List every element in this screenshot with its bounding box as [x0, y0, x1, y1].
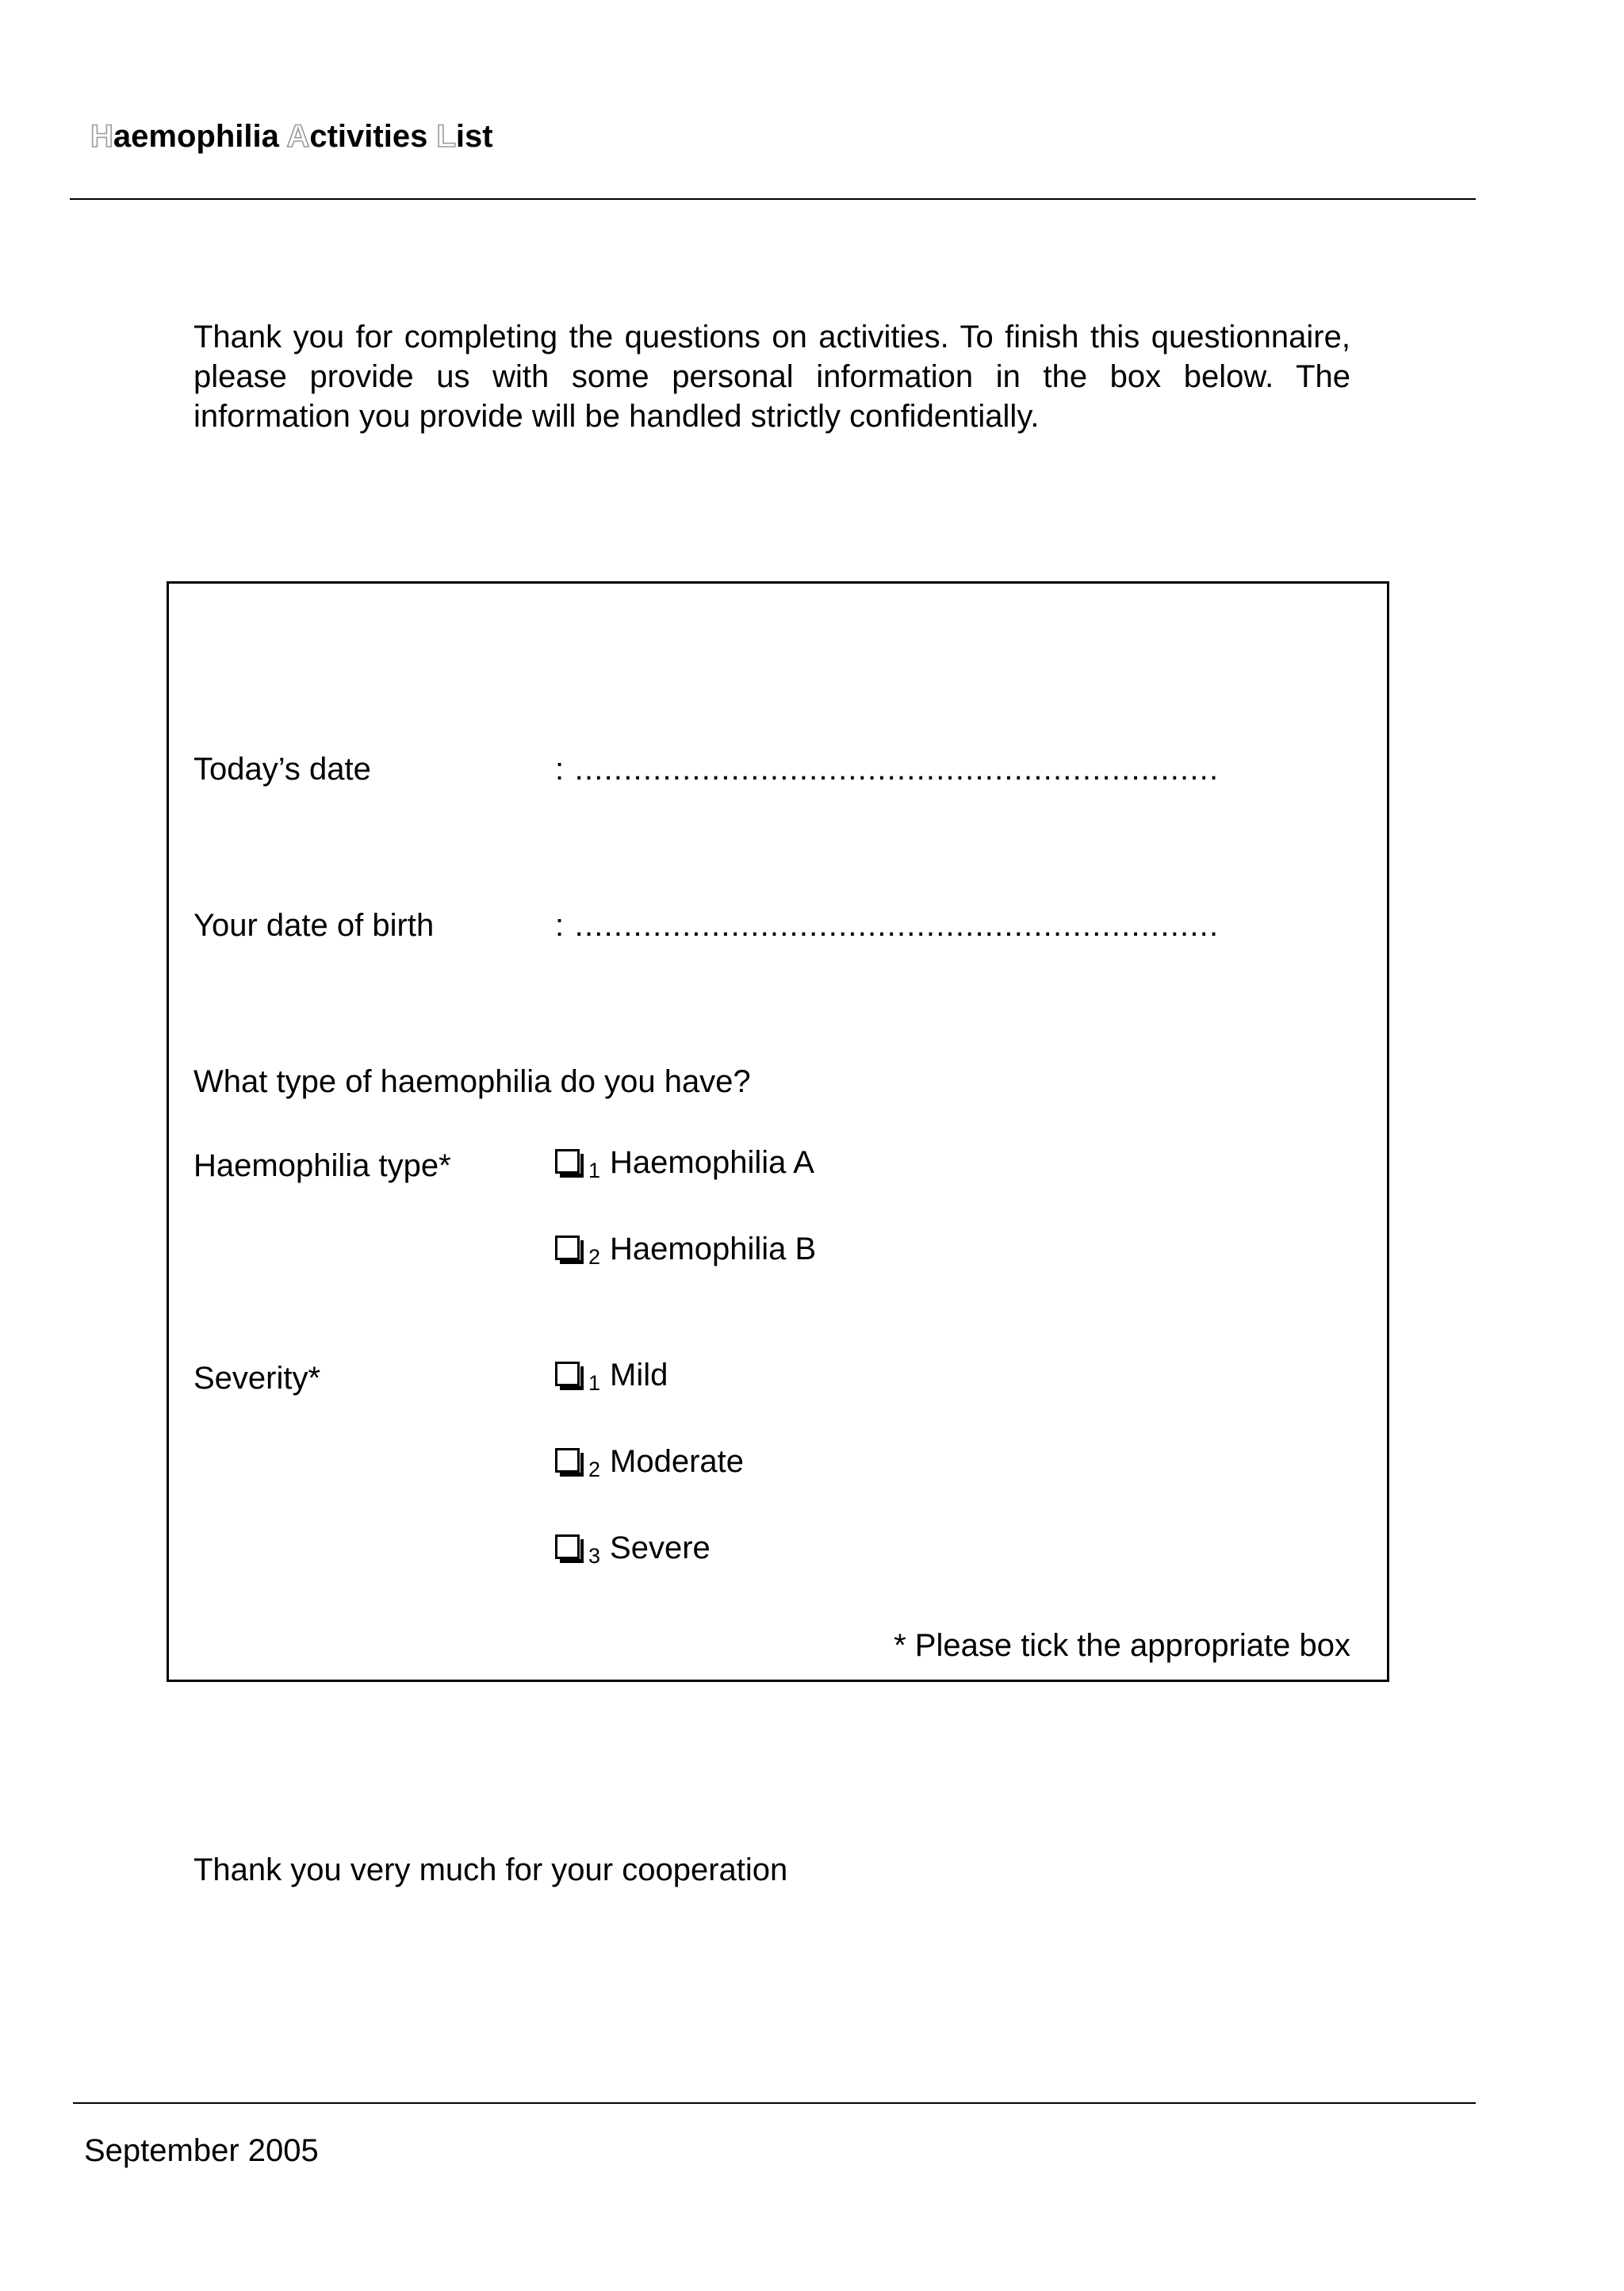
- option-moderate[interactable]: [555, 1444, 744, 1480]
- haemophilia-question: What type of haemophilia do you have?: [193, 1064, 751, 1099]
- option-haemophilia-b[interactable]: [555, 1232, 816, 1267]
- header-divider: [70, 198, 1476, 200]
- todays-date-field[interactable]: : ..................................................................: [555, 752, 1220, 787]
- severity-label: Severity*: [193, 1361, 321, 1396]
- closing-text: Thank you very much for your cooperation: [193, 1852, 788, 1887]
- title-initial-h: H: [90, 119, 113, 154]
- option-label: Mild: [610, 1358, 668, 1393]
- checkbox-icon[interactable]: [555, 1534, 584, 1563]
- option-number: 3: [588, 1544, 601, 1568]
- personal-info-box: [167, 581, 1389, 1682]
- checkbox-icon[interactable]: [555, 1362, 584, 1390]
- date-of-birth-field[interactable]: : ..................................................................: [555, 908, 1220, 943]
- option-severe[interactable]: [555, 1531, 710, 1566]
- checkbox-icon[interactable]: [555, 1236, 584, 1264]
- date-of-birth-label: Your date of birth: [193, 908, 435, 943]
- title-part-ist: ist: [455, 119, 493, 154]
- title-part-ctivities: ctivities: [309, 119, 437, 154]
- todays-date-label: Today’s date: [193, 752, 371, 787]
- option-haemophilia-a[interactable]: [555, 1145, 814, 1181]
- option-number: 1: [588, 1371, 601, 1395]
- checkbox-icon[interactable]: [555, 1448, 584, 1477]
- title-initial-l: L: [436, 119, 456, 154]
- title-part-aemophilia: aemophilia: [113, 119, 287, 154]
- intro-paragraph: Thank you for completing the questions on activities. To finish this questionnaire, please provide us with some personal information in the box below. The information you provide will be handled strictly confidentially.: [193, 320, 1350, 434]
- option-label: Moderate: [610, 1444, 745, 1479]
- option-mild[interactable]: [555, 1358, 668, 1393]
- footer-divider: [73, 2102, 1476, 2104]
- option-number: 2: [588, 1458, 601, 1481]
- checkbox-icon[interactable]: [555, 1149, 584, 1178]
- option-number: 1: [588, 1159, 601, 1182]
- option-number: 2: [588, 1245, 601, 1269]
- tick-box-note: * Please tick the appropriate box: [894, 1628, 1350, 1663]
- option-label: Haemophilia A: [610, 1145, 814, 1180]
- option-label: Haemophilia B: [610, 1232, 817, 1266]
- option-label: Severe: [610, 1531, 710, 1565]
- title-initial-a: A: [286, 119, 310, 154]
- haemophilia-type-label: Haemophilia type*: [193, 1148, 451, 1183]
- footer-date: September 2005: [84, 2133, 319, 2168]
- document-title: [90, 119, 493, 155]
